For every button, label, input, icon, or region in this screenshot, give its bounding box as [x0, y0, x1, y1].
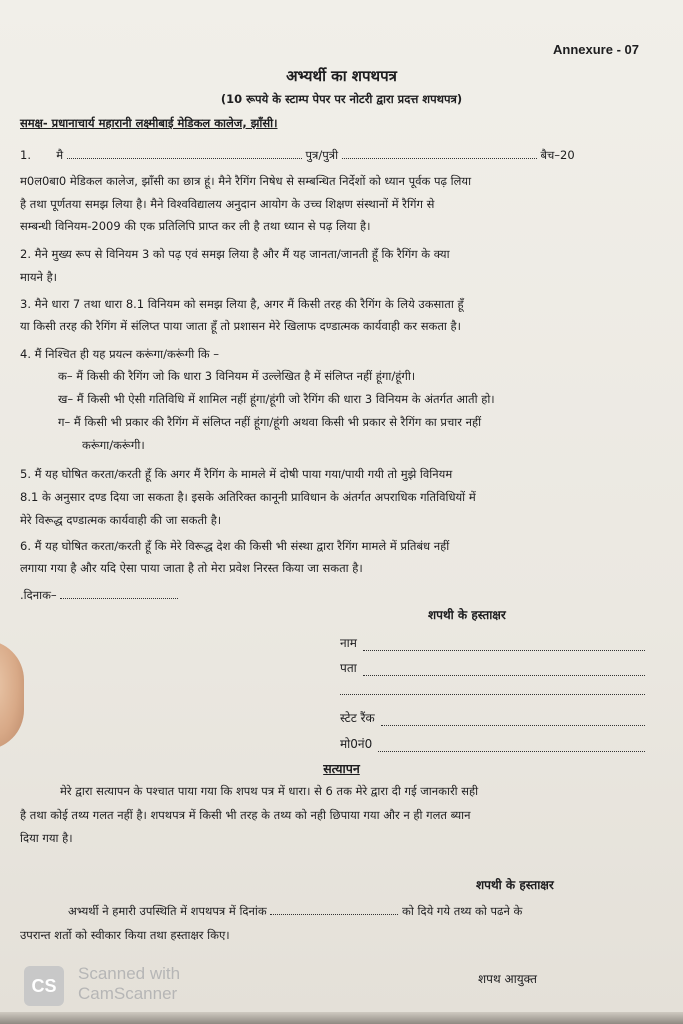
document-title: अभ्यर्थी का शपथपत्र — [286, 67, 397, 85]
watermark-line2: CamScanner — [78, 984, 178, 1003]
para4-ka: क– मैं किसी की रैगिंग जो कि धारा 3 विनियम में उल्लेखित है में संलिप्त नहीं हूंगा/हूंगी। — [58, 369, 416, 383]
state-rank-label: स्टेट रैंक — [340, 711, 375, 725]
oath-commissioner-label: शपथ आयुक्त — [478, 972, 537, 986]
para2-line1: 2. मैने मुख्य रूप से विनियम 3 को पढ़ एवं समझ लिया है और मैं यह जानता/जानती हूँ कि रैगिंग के क्या — [20, 247, 450, 261]
annexure-label: Annexure - 07 — [553, 42, 639, 57]
para1-batch: बैच–20 — [540, 148, 575, 162]
para2-line2: मायने है। — [20, 270, 58, 284]
para4-ga-cont: करूंगा/करूंगी। — [82, 438, 145, 452]
para5-line1: 5. मैं यह घोषित करता/करती हूँ कि अगर मैं रैगिंग के मामले में दोषी पाया गया/पायी गयी तो मुझे विनियम — [20, 467, 453, 481]
mobile-label: मो0नं0 — [340, 737, 373, 751]
para1-line4: सम्बन्धी विनियम-2009 की एक प्रतिलिपि प्राप्त कर ली है तथा ध्यान से पढ़ लिया है। — [20, 219, 371, 233]
candidate-attest-post: को दिये गये तथ्य को पढने के — [402, 904, 523, 918]
date-label: .दिनाक– — [20, 588, 57, 602]
name-field — [340, 634, 645, 651]
date-line — [20, 586, 665, 604]
address-field-2 — [340, 684, 645, 695]
candidate-attest-line1 — [68, 902, 658, 920]
thumb-photo-artifact — [0, 640, 24, 750]
deponent-signature-label: शपथी के हस्ताक्षर — [428, 608, 506, 622]
candidate-attest-pre: अभ्यर्थी ने हमारी उपस्थिति में शपथपत्र में दिनांक — [68, 904, 267, 918]
address-field-blank-2 — [340, 684, 645, 695]
para1-line3: है तथा पूर्णतया समझ लिया है। मैने विश्वविद्यालय अनुदान आयोग के उच्च शिक्षण संस्थानों में रैगिंग से — [20, 197, 435, 211]
para1-putra: पुत्र/पुत्री — [305, 148, 339, 162]
verification-heading: सत्यापन — [323, 761, 360, 776]
name-label: नाम — [340, 636, 357, 650]
attest-date-blank — [270, 904, 398, 915]
date-blank — [60, 588, 178, 599]
address-label: पता — [340, 661, 357, 675]
camscanner-watermark — [78, 964, 180, 1004]
para4-line1: 4. मैं निश्चित ही यह प्रयत्न करूंगा/करूंगी कि – — [20, 347, 220, 361]
candidate-attest-line2: उपरान्त शर्तो को स्वीकार किया तथा हस्ताक्षर किए। — [20, 928, 230, 942]
para5-line2: 8.1 के अनुसार दण्ड दिया जा सकता है। इसके अतिरिक्त कानूनी प्राविधान के अंतर्गत अपराधिक गतिविधियों में — [20, 490, 476, 504]
state-rank-field — [340, 709, 645, 726]
para5-line3: मेरे विरूद्ध दण्डात्मक कार्यवाही की जा सकती है। — [20, 513, 222, 527]
address-field — [340, 659, 645, 676]
name-blank — [67, 148, 302, 159]
name-field-blank — [363, 640, 645, 651]
verification-line3: दिया गया है। — [20, 831, 73, 845]
verification-line1: मेरे द्वारा सत्यापन के पश्चात पाया गया कि शपथ पत्र में धारा। से 6 तक मेरे द्वारा दी गई जानकारी सही — [60, 784, 479, 798]
addressee-line: समक्ष- प्रधानाचार्य महारानी लक्ष्मीबाई मेडिकल कालेज, झाँसी। — [20, 116, 278, 130]
watermark-line1: Scanned with — [78, 964, 181, 983]
para1-line1 — [20, 146, 665, 164]
camscanner-logo: CS — [24, 966, 64, 1006]
para6-line2: लगाया गया है और यदि ऐसा पाया जाता है तो मेरा प्रवेश निरस्त किया जा सकता है। — [20, 561, 363, 575]
verification-line2: है तथा कोई तथ्य गलत नहीं है। शपथपत्र में किसी भी तरह के तथ्य को नही छिपाया गया और न ही गलत ब्यान — [20, 808, 471, 822]
state-rank-blank — [381, 715, 645, 726]
mobile-field — [340, 735, 645, 752]
para4-kha: ख– मैं किसी भी ऐसी गतिविधि में शामिल नहीं हूंगा/हूंगी जो रैगिंग की धारा 3 विनियम के अंतर्गत आती हो। — [58, 392, 495, 406]
para-number: 1. — [20, 148, 31, 162]
para1-line2: म0ल0बा0 मेडिकल कालेज, झाँसी का छात्र हूं। मैने रैगिंग निषेध से सम्बन्धित निर्देशों को ध्यान पूर्वक पढ़ लिया — [20, 174, 472, 188]
para3-line2: या किसी तरह की रैगिंग में संलिप्त पाया जाता हूँ तो प्रशासन मेरे खिलाफ दण्डात्मक कार्यवाही कर सकता है। — [20, 319, 462, 333]
para3-line1: 3. मैने धारा 7 तथा धारा 8.1 विनियम को समझ लिया है, अगर मैं किसी तरह की रैगिंग के लिये उकसाता हूँ — [20, 297, 464, 311]
mobile-blank — [378, 741, 645, 752]
address-field-blank — [363, 665, 645, 676]
deponent-signature-label-2: शपथी के हस्ताक्षर — [476, 878, 554, 892]
document-subtitle: (10 रूपये के स्टाम्प पेपर पर नोटरी द्वारा प्रदत्त शपथपत्र) — [220, 92, 463, 106]
para1-mai: मै — [56, 148, 64, 162]
para6-line1: 6. मैं यह घोषित करता/करती हूँ कि मेरे विरूद्ध देश की किसी भी संस्था द्वारा रैगिंग मामले में प्रतिबंध नहीं — [20, 539, 450, 553]
parent-blank — [342, 148, 537, 159]
para4-ga: ग– मैं किसी भी प्रकार की रैगिंग में संलिप्त नहीं हूंगा/हूंगी अथवा किसी भी प्रकार से रैगिंग का प्रचार नहीं — [58, 415, 482, 429]
page-bottom-edge — [0, 1012, 683, 1024]
